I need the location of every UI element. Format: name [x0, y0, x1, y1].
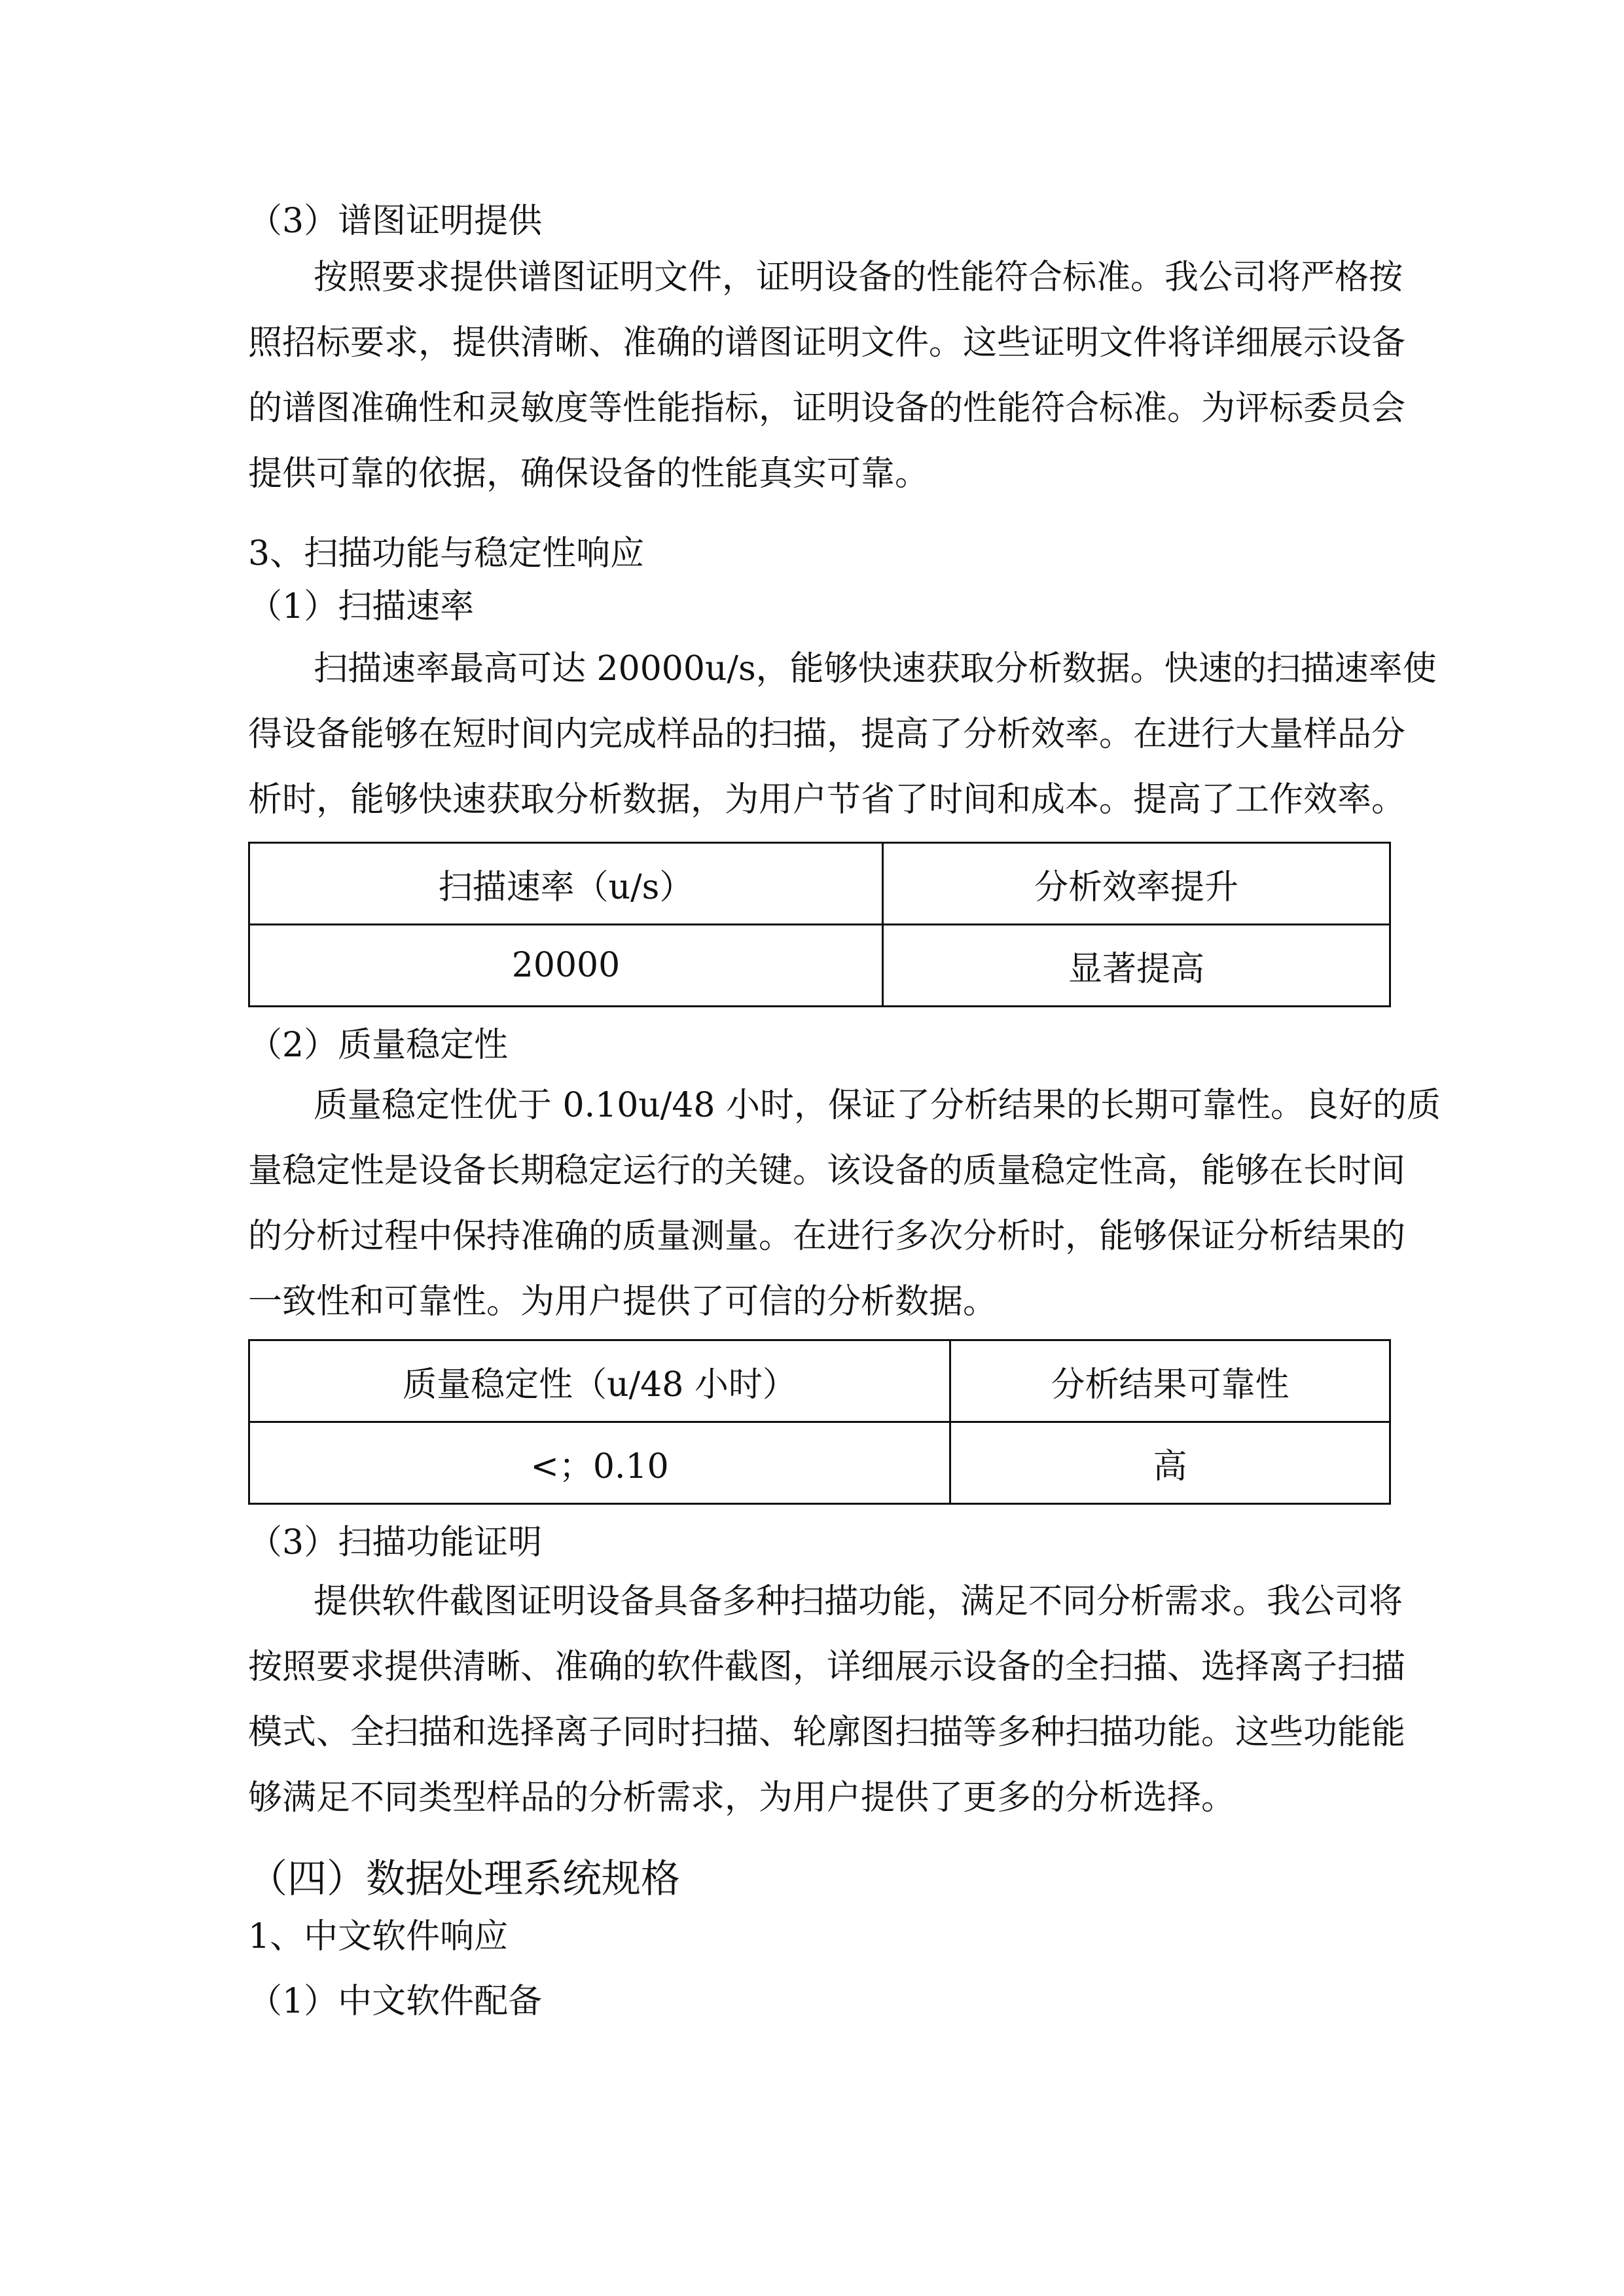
subheading-chinese-software-equip: （1）中文软件配备 — [248, 1982, 543, 2021]
text-line: 扫描速率最高可达 20000u/s，能够快速获取分析数据。快速的扫描速率使 — [314, 649, 1437, 689]
text-line: 模式、全扫描和选择离子同时扫描、轮廓图扫描等多种扫描功能。这些功能能 — [248, 1713, 1406, 1752]
table-header-cell: 扫描速率（u/s） — [249, 843, 883, 925]
table-header-row — [249, 1340, 1390, 1422]
table-cell: <；0.10 — [249, 1422, 950, 1504]
text-line: 一致性和可靠性。为用户提供了可信的分析数据。 — [248, 1282, 998, 1321]
table-scan-rate — [248, 842, 1391, 1007]
text-line: 提供可靠的依据，确保设备的性能真实可靠。 — [248, 454, 929, 493]
table-cell: 高 — [950, 1422, 1390, 1504]
subheading-mass-stability: （2）质量稳定性 — [248, 1026, 509, 1065]
table-row — [249, 925, 1390, 1007]
text-line: 的分析过程中保持准确的质量测量。在进行多次分析时，能够保证分析结果的 — [248, 1217, 1406, 1256]
table-row — [249, 1422, 1390, 1504]
subheading-scan-rate: （1）扫描速率 — [248, 587, 475, 626]
paragraph-spectrum-proof — [248, 245, 1406, 507]
text-line: 的谱图准确性和灵敏度等性能指标，证明设备的性能符合标准。为评标委员会 — [248, 389, 1406, 428]
text-line: 质量稳定性优于 0.10u/48 小时，保证了分析结果的长期可靠性。良好的质 — [314, 1086, 1441, 1125]
text-line: 得设备能够在短时间内完成样品的扫描，提高了分析效率。在进行大量样品分 — [248, 715, 1406, 754]
table-header-row — [249, 843, 1390, 925]
section-heading-data-system: （四）数据处理系统规格 — [248, 1856, 680, 1902]
section-heading-scan: 3、扫描功能与稳定性响应 — [248, 534, 645, 573]
table-header-cell: 质量稳定性（u/48 小时） — [249, 1340, 950, 1422]
subheading-scan-function-proof: （3）扫描功能证明 — [248, 1523, 543, 1562]
text-line: 量稳定性是设备长期稳定运行的关键。该设备的质量稳定性高，能够在长时间 — [248, 1151, 1406, 1191]
text-line: 按照要求提供清晰、准确的软件截图，详细展示设备的全扫描、选择离子扫描 — [248, 1647, 1406, 1687]
text-line: 析时，能够快速获取分析数据，为用户节省了时间和成本。提高了工作效率。 — [248, 780, 1406, 819]
table-header-cell: 分析结果可靠性 — [950, 1340, 1390, 1422]
section-heading-spectrum-proof: （3）谱图证明提供 — [248, 202, 543, 241]
table-header-cell: 分析效率提升 — [883, 843, 1390, 925]
subheading-chinese-software: 1、中文软件响应 — [248, 1917, 509, 1956]
text-line: 照招标要求，提供清晰、准确的谱图证明文件。这些证明文件将详细展示设备 — [248, 323, 1406, 363]
text-line: 提供软件截图证明设备具备多种扫描功能，满足不同分析需求。我公司将 — [314, 1582, 1403, 1621]
table-cell: 显著提高 — [883, 925, 1390, 1007]
paragraph-scan-rate — [248, 636, 1437, 833]
paragraph-scan-function-proof — [248, 1569, 1406, 1831]
text-line: 按照要求提供谱图证明文件，证明设备的性能符合标准。我公司将严格按 — [314, 258, 1403, 297]
table-mass-stability — [248, 1339, 1391, 1505]
table-cell: 20000 — [249, 925, 883, 1007]
text-line: 够满足不同类型样品的分析需求，为用户提供了更多的分析选择。 — [248, 1778, 1236, 1818]
paragraph-mass-stability — [248, 1073, 1441, 1335]
